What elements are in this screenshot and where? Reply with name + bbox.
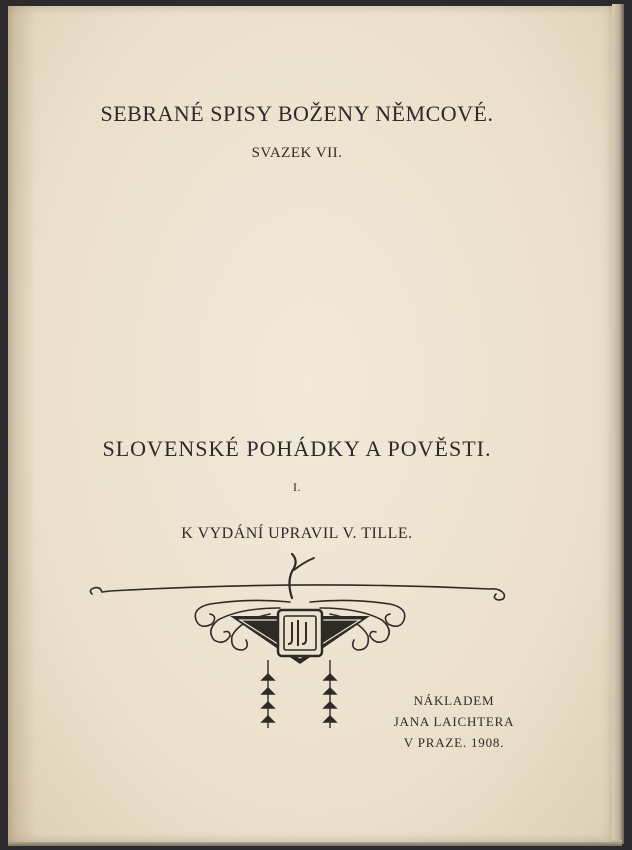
- publisher-line-2: JANA LAICHTERA: [393, 714, 515, 729]
- volume-number: SVAZEK VII.: [251, 145, 343, 161]
- book-title: SLOVENSKÉ POHÁDKY A POVĚSTI.: [102, 436, 492, 461]
- publisher-line-1: NÁKLADEM: [413, 693, 495, 708]
- series-title: SEBRANÉ SPISY BOŽENY NĚMCOVÉ.: [100, 101, 494, 126]
- page-gutter-shadow: [8, 6, 36, 842]
- editor-credit: K VYDÁNÍ UPRAVIL V. TILLE.: [181, 525, 413, 542]
- book-edge-right: [612, 4, 624, 844]
- publisher-imprint: [384, 690, 524, 753]
- part-number: I.: [293, 480, 301, 494]
- publisher-line-3: V PRAZE. 1908.: [403, 735, 505, 750]
